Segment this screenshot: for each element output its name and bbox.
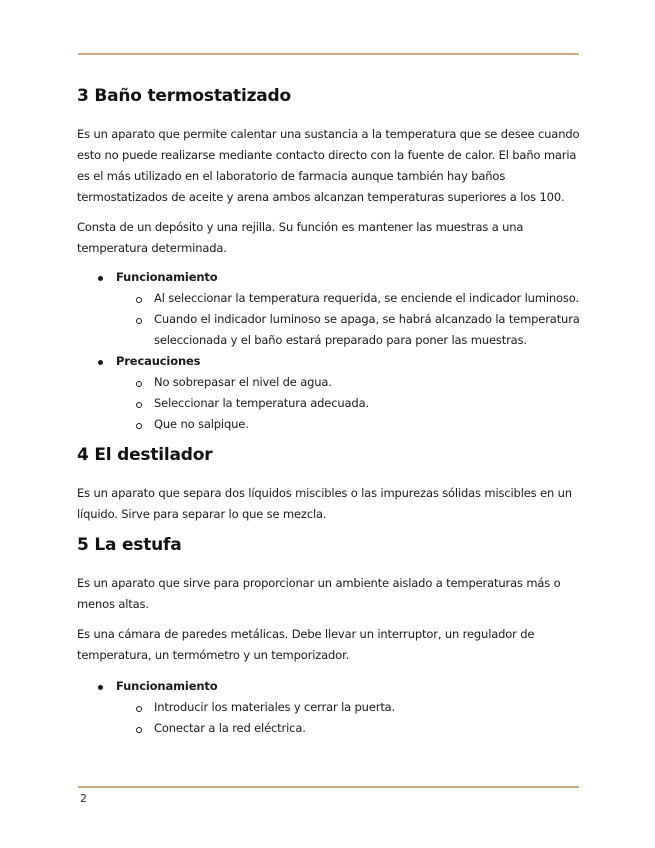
sub-list-item	[116, 288, 580, 309]
hollow-bullet-icon	[136, 297, 142, 303]
paragraph-destilador-description: Es un aparato que separa dos líquidos miscibles o las impurezas sólidas miscibles en un líquido. Sirve para separar lo que se mezcla.	[77, 486, 572, 521]
page-number: 2	[80, 792, 87, 805]
sub-list	[116, 372, 580, 435]
hollow-bullet-icon	[136, 727, 142, 733]
sub-list-item-text: Conectar a la red eléctrica.	[154, 721, 306, 735]
sub-list-item	[116, 372, 580, 393]
estufa-bullet-list	[77, 676, 580, 739]
section-heading-bano: 3 Baño termostatizado	[77, 86, 291, 106]
bullet-icon	[98, 360, 103, 365]
list-item-title: Funcionamiento	[116, 270, 218, 284]
sub-list-item-text: Seleccionar la temperatura adecuada.	[154, 396, 369, 410]
hollow-bullet-icon	[136, 402, 142, 408]
section-heading-destilador: 4 El destilador	[77, 445, 213, 465]
sub-list-item-text: No sobrepasar el nivel de agua.	[154, 375, 332, 389]
hollow-bullet-icon	[136, 423, 142, 429]
page-content	[77, 84, 580, 739]
bullet-icon	[98, 276, 103, 281]
sub-list-item-text: Introducir los materiales y cerrar la puerta.	[154, 700, 396, 714]
sub-list-item	[116, 414, 580, 435]
paragraph-bano-description: Es un aparato que permite calentar una sustancia a la temperatura que se desee cuando esto no puede realizarse mediante contacto directo con la fuente de calor. El baño maria es el más utilizado en el laboratorio de farmacia aunque también hay baños termostatizados de aceite y arena ambos alcanzan temperaturas superiores a los 100.	[77, 127, 580, 204]
list-item	[77, 267, 580, 351]
list-item	[77, 676, 580, 739]
list-item-title: Precauciones	[116, 354, 201, 368]
bullet-icon	[98, 685, 103, 690]
hollow-bullet-icon	[136, 706, 142, 712]
sub-list-item	[116, 393, 580, 414]
paragraph-estufa-description: Es un aparato que sirve para proporcionar un ambiente aislado a temperaturas más o menos altas.	[77, 576, 561, 611]
bano-bullet-list	[77, 267, 580, 435]
footer-rule	[78, 786, 579, 788]
sub-list-item	[116, 309, 580, 351]
sub-list	[116, 697, 580, 739]
sub-list-item-text: Que no salpique.	[154, 417, 249, 431]
header-rule	[78, 53, 579, 55]
sub-list-item-text: Cuando el indicador luminoso se apaga, se habrá alcanzado la temperatura seleccionada y el baño estará preparado para poner las muestras.	[154, 312, 580, 347]
paragraph-bano-composition: Consta de un depósito y una rejilla. Su función es mantener las muestras a una temperatura determinada.	[77, 220, 524, 255]
sub-list-item	[116, 718, 580, 739]
paragraph-estufa-composition: Es una cámara de paredes metálicas. Debe llevar un interruptor, un regulador de temperatura, un termómetro y un temporizador.	[77, 627, 535, 662]
hollow-bullet-icon	[136, 381, 142, 387]
sub-list-item-text: Al seleccionar la temperatura requerida, se enciende el indicador luminoso.	[154, 291, 579, 305]
sub-list-item	[116, 697, 580, 718]
hollow-bullet-icon	[136, 318, 142, 324]
section-heading-estufa: 5 La estufa	[77, 535, 182, 555]
list-item-title: Funcionamiento	[116, 679, 218, 693]
list-item	[77, 351, 580, 435]
sub-list	[116, 288, 580, 351]
